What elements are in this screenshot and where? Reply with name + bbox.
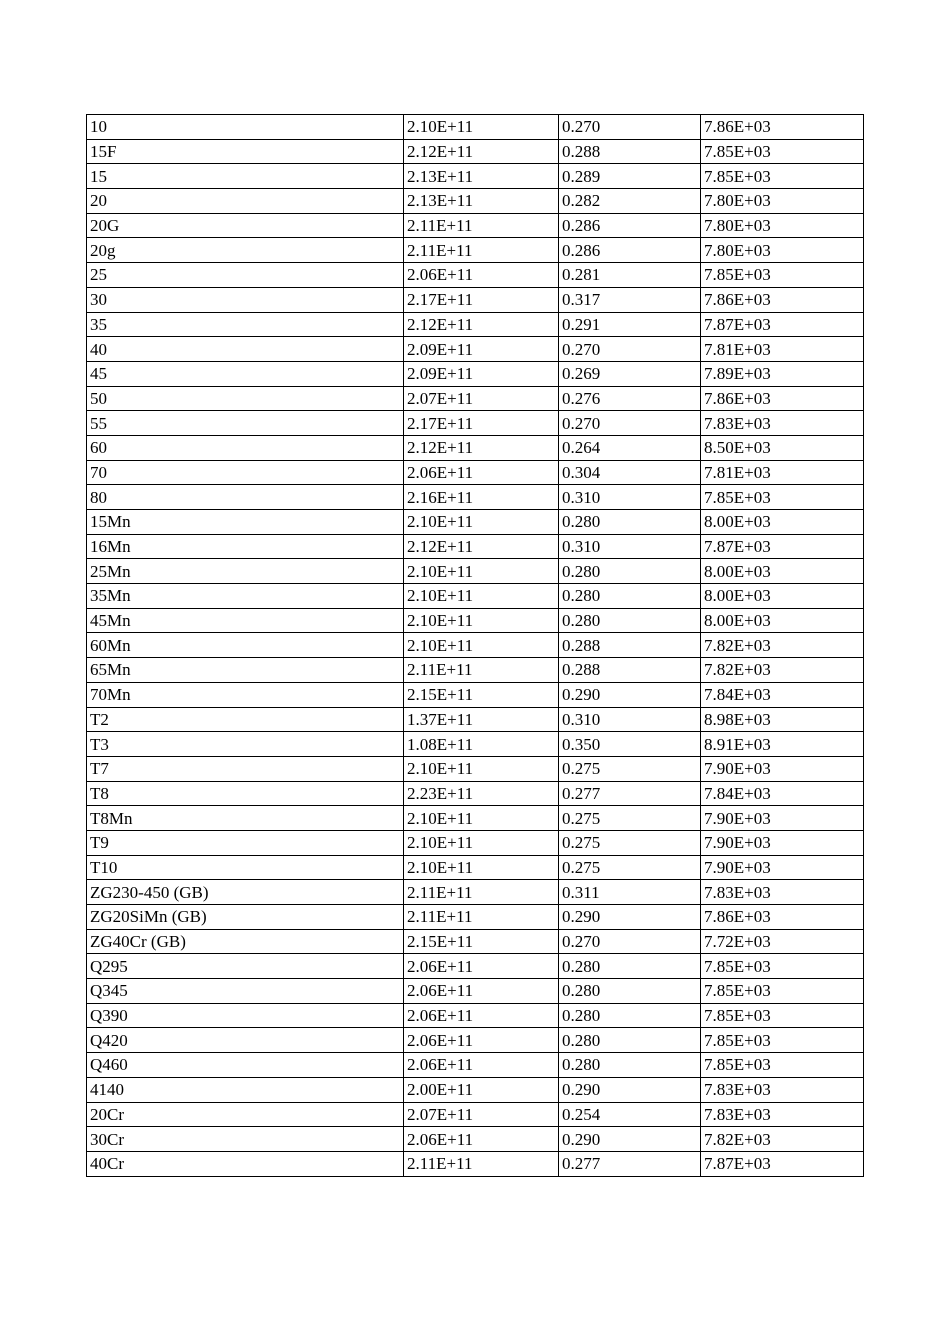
table-row <box>87 1028 864 1053</box>
poisson-ratio-cell: 0.290 <box>559 1127 701 1152</box>
elastic-modulus-cell: 2.06E+11 <box>404 1053 559 1078</box>
elastic-modulus-cell: 2.00E+11 <box>404 1077 559 1102</box>
poisson-ratio-cell: 0.286 <box>559 238 701 263</box>
material-grade-cell: Q295 <box>87 954 404 979</box>
poisson-ratio-cell: 0.280 <box>559 608 701 633</box>
density-cell: 7.89E+03 <box>701 361 864 386</box>
elastic-modulus-cell: 2.11E+11 <box>404 658 559 683</box>
elastic-modulus-cell: 2.06E+11 <box>404 954 559 979</box>
elastic-modulus-cell: 2.06E+11 <box>404 460 559 485</box>
elastic-modulus-cell: 2.17E+11 <box>404 411 559 436</box>
elastic-modulus-cell: 2.10E+11 <box>404 855 559 880</box>
poisson-ratio-cell: 0.280 <box>559 1003 701 1028</box>
density-cell: 8.50E+03 <box>701 435 864 460</box>
poisson-ratio-cell: 0.280 <box>559 954 701 979</box>
poisson-ratio-cell: 0.290 <box>559 905 701 930</box>
material-grade-cell: 45 <box>87 361 404 386</box>
density-cell: 7.85E+03 <box>701 1003 864 1028</box>
poisson-ratio-cell: 0.275 <box>559 855 701 880</box>
elastic-modulus-cell: 2.12E+11 <box>404 312 559 337</box>
table-row <box>87 1127 864 1152</box>
density-cell: 7.80E+03 <box>701 213 864 238</box>
poisson-ratio-cell: 0.281 <box>559 263 701 288</box>
table-row <box>87 608 864 633</box>
density-cell: 7.86E+03 <box>701 386 864 411</box>
elastic-modulus-cell: 1.08E+11 <box>404 732 559 757</box>
table-row <box>87 658 864 683</box>
density-cell: 7.82E+03 <box>701 1127 864 1152</box>
material-grade-cell: 70 <box>87 460 404 485</box>
elastic-modulus-cell: 2.07E+11 <box>404 386 559 411</box>
material-grade-cell: 80 <box>87 485 404 510</box>
table-row <box>87 386 864 411</box>
material-grade-cell: T3 <box>87 732 404 757</box>
poisson-ratio-cell: 0.254 <box>559 1102 701 1127</box>
elastic-modulus-cell: 2.11E+11 <box>404 880 559 905</box>
density-cell: 7.90E+03 <box>701 830 864 855</box>
material-grade-cell: 30Cr <box>87 1127 404 1152</box>
table-row <box>87 682 864 707</box>
density-cell: 7.90E+03 <box>701 756 864 781</box>
table-row <box>87 732 864 757</box>
table-row <box>87 139 864 164</box>
material-grade-cell: ZG40Cr (GB) <box>87 929 404 954</box>
density-cell: 8.00E+03 <box>701 559 864 584</box>
poisson-ratio-cell: 0.276 <box>559 386 701 411</box>
material-grade-cell: T8 <box>87 781 404 806</box>
elastic-modulus-cell: 2.10E+11 <box>404 510 559 535</box>
poisson-ratio-cell: 0.310 <box>559 707 701 732</box>
table-row <box>87 238 864 263</box>
material-grade-cell: 40Cr <box>87 1151 404 1176</box>
poisson-ratio-cell: 0.350 <box>559 732 701 757</box>
elastic-modulus-cell: 2.09E+11 <box>404 337 559 362</box>
density-cell: 8.98E+03 <box>701 707 864 732</box>
poisson-ratio-cell: 0.270 <box>559 929 701 954</box>
material-grade-cell: 30 <box>87 287 404 312</box>
elastic-modulus-cell: 2.06E+11 <box>404 1028 559 1053</box>
density-cell: 7.82E+03 <box>701 633 864 658</box>
material-grade-cell: ZG230-450 (GB) <box>87 880 404 905</box>
density-cell: 7.86E+03 <box>701 287 864 312</box>
poisson-ratio-cell: 0.282 <box>559 189 701 214</box>
table-row <box>87 584 864 609</box>
elastic-modulus-cell: 2.16E+11 <box>404 485 559 510</box>
density-cell: 8.00E+03 <box>701 608 864 633</box>
table-row <box>87 756 864 781</box>
elastic-modulus-cell: 2.10E+11 <box>404 559 559 584</box>
material-grade-cell: T7 <box>87 756 404 781</box>
elastic-modulus-cell: 2.06E+11 <box>404 1003 559 1028</box>
poisson-ratio-cell: 0.311 <box>559 880 701 905</box>
poisson-ratio-cell: 0.304 <box>559 460 701 485</box>
material-grade-cell: 55 <box>87 411 404 436</box>
elastic-modulus-cell: 2.13E+11 <box>404 164 559 189</box>
density-cell: 7.83E+03 <box>701 1077 864 1102</box>
density-cell: 7.90E+03 <box>701 855 864 880</box>
density-cell: 7.85E+03 <box>701 139 864 164</box>
table-row <box>87 485 864 510</box>
poisson-ratio-cell: 0.277 <box>559 781 701 806</box>
material-grade-cell: 15 <box>87 164 404 189</box>
material-grade-cell: 35 <box>87 312 404 337</box>
table-row <box>87 263 864 288</box>
elastic-modulus-cell: 2.17E+11 <box>404 287 559 312</box>
density-cell: 7.85E+03 <box>701 263 864 288</box>
poisson-ratio-cell: 0.280 <box>559 559 701 584</box>
material-grade-cell: 45Mn <box>87 608 404 633</box>
material-grade-cell: 25Mn <box>87 559 404 584</box>
density-cell: 7.83E+03 <box>701 1102 864 1127</box>
table-row <box>87 164 864 189</box>
material-grade-cell: 10 <box>87 115 404 140</box>
density-cell: 7.85E+03 <box>701 954 864 979</box>
density-cell: 8.91E+03 <box>701 732 864 757</box>
elastic-modulus-cell: 2.10E+11 <box>404 633 559 658</box>
table-row <box>87 979 864 1004</box>
poisson-ratio-cell: 0.275 <box>559 806 701 831</box>
density-cell: 7.87E+03 <box>701 534 864 559</box>
material-grade-cell: ZG20SiMn (GB) <box>87 905 404 930</box>
density-cell: 7.80E+03 <box>701 238 864 263</box>
table-row <box>87 213 864 238</box>
poisson-ratio-cell: 0.270 <box>559 337 701 362</box>
material-grade-cell: T10 <box>87 855 404 880</box>
poisson-ratio-cell: 0.280 <box>559 1028 701 1053</box>
material-grade-cell: 16Mn <box>87 534 404 559</box>
poisson-ratio-cell: 0.286 <box>559 213 701 238</box>
table-row <box>87 337 864 362</box>
poisson-ratio-cell: 0.280 <box>559 1053 701 1078</box>
elastic-modulus-cell: 2.06E+11 <box>404 263 559 288</box>
table-row <box>87 435 864 460</box>
table-row <box>87 781 864 806</box>
table-row <box>87 115 864 140</box>
poisson-ratio-cell: 0.317 <box>559 287 701 312</box>
elastic-modulus-cell: 2.12E+11 <box>404 534 559 559</box>
material-grade-cell: Q390 <box>87 1003 404 1028</box>
elastic-modulus-cell: 2.12E+11 <box>404 435 559 460</box>
material-grade-cell: 15F <box>87 139 404 164</box>
material-grade-cell: 65Mn <box>87 658 404 683</box>
density-cell: 7.87E+03 <box>701 312 864 337</box>
elastic-modulus-cell: 2.07E+11 <box>404 1102 559 1127</box>
table-row <box>87 954 864 979</box>
elastic-modulus-cell: 1.37E+11 <box>404 707 559 732</box>
table-row <box>87 905 864 930</box>
table-row <box>87 411 864 436</box>
density-cell: 7.87E+03 <box>701 1151 864 1176</box>
poisson-ratio-cell: 0.288 <box>559 633 701 658</box>
density-cell: 7.85E+03 <box>701 979 864 1004</box>
elastic-modulus-cell: 2.15E+11 <box>404 929 559 954</box>
material-grade-cell: 40 <box>87 337 404 362</box>
table-row <box>87 189 864 214</box>
table-row <box>87 830 864 855</box>
elastic-modulus-cell: 2.11E+11 <box>404 238 559 263</box>
material-grade-cell: 50 <box>87 386 404 411</box>
material-grade-cell: T8Mn <box>87 806 404 831</box>
density-cell: 7.80E+03 <box>701 189 864 214</box>
density-cell: 7.84E+03 <box>701 781 864 806</box>
poisson-ratio-cell: 0.290 <box>559 1077 701 1102</box>
table-row <box>87 929 864 954</box>
table-row <box>87 1077 864 1102</box>
density-cell: 7.81E+03 <box>701 337 864 362</box>
material-grade-cell: T2 <box>87 707 404 732</box>
elastic-modulus-cell: 2.11E+11 <box>404 213 559 238</box>
table-row <box>87 510 864 535</box>
elastic-modulus-cell: 2.13E+11 <box>404 189 559 214</box>
material-grade-cell: Q420 <box>87 1028 404 1053</box>
density-cell: 7.90E+03 <box>701 806 864 831</box>
table-row <box>87 855 864 880</box>
poisson-ratio-cell: 0.310 <box>559 534 701 559</box>
poisson-ratio-cell: 0.269 <box>559 361 701 386</box>
elastic-modulus-cell: 2.23E+11 <box>404 781 559 806</box>
poisson-ratio-cell: 0.288 <box>559 139 701 164</box>
poisson-ratio-cell: 0.288 <box>559 658 701 683</box>
poisson-ratio-cell: 0.280 <box>559 584 701 609</box>
elastic-modulus-cell: 2.10E+11 <box>404 756 559 781</box>
density-cell: 7.86E+03 <box>701 115 864 140</box>
elastic-modulus-cell: 2.12E+11 <box>404 139 559 164</box>
table-row <box>87 1102 864 1127</box>
elastic-modulus-cell: 2.06E+11 <box>404 1127 559 1152</box>
table-row <box>87 460 864 485</box>
density-cell: 7.86E+03 <box>701 905 864 930</box>
poisson-ratio-cell: 0.290 <box>559 682 701 707</box>
density-cell: 7.85E+03 <box>701 164 864 189</box>
table-row <box>87 287 864 312</box>
elastic-modulus-cell: 2.09E+11 <box>404 361 559 386</box>
poisson-ratio-cell: 0.291 <box>559 312 701 337</box>
table-row <box>87 559 864 584</box>
table-row <box>87 1053 864 1078</box>
material-grade-cell: 70Mn <box>87 682 404 707</box>
density-cell: 7.83E+03 <box>701 411 864 436</box>
table-row <box>87 880 864 905</box>
density-cell: 7.72E+03 <box>701 929 864 954</box>
table-row <box>87 806 864 831</box>
density-cell: 7.85E+03 <box>701 485 864 510</box>
materials-table-body <box>87 115 864 1177</box>
elastic-modulus-cell: 2.15E+11 <box>404 682 559 707</box>
table-row <box>87 361 864 386</box>
table-row <box>87 1151 864 1176</box>
material-grade-cell: Q345 <box>87 979 404 1004</box>
table-row <box>87 534 864 559</box>
material-grade-cell: 20Cr <box>87 1102 404 1127</box>
material-grade-cell: 4140 <box>87 1077 404 1102</box>
density-cell: 8.00E+03 <box>701 510 864 535</box>
table-row <box>87 633 864 658</box>
poisson-ratio-cell: 0.280 <box>559 510 701 535</box>
table-row <box>87 1003 864 1028</box>
density-cell: 8.00E+03 <box>701 584 864 609</box>
density-cell: 7.85E+03 <box>701 1028 864 1053</box>
material-grade-cell: 20 <box>87 189 404 214</box>
poisson-ratio-cell: 0.275 <box>559 756 701 781</box>
material-grade-cell: Q460 <box>87 1053 404 1078</box>
material-grade-cell: 20G <box>87 213 404 238</box>
elastic-modulus-cell: 2.06E+11 <box>404 979 559 1004</box>
density-cell: 7.81E+03 <box>701 460 864 485</box>
density-cell: 7.82E+03 <box>701 658 864 683</box>
material-grade-cell: 35Mn <box>87 584 404 609</box>
poisson-ratio-cell: 0.270 <box>559 115 701 140</box>
density-cell: 7.84E+03 <box>701 682 864 707</box>
material-grade-cell: 15Mn <box>87 510 404 535</box>
elastic-modulus-cell: 2.10E+11 <box>404 115 559 140</box>
elastic-modulus-cell: 2.10E+11 <box>404 806 559 831</box>
elastic-modulus-cell: 2.10E+11 <box>404 584 559 609</box>
material-grade-cell: 60Mn <box>87 633 404 658</box>
material-grade-cell: 20g <box>87 238 404 263</box>
poisson-ratio-cell: 0.280 <box>559 979 701 1004</box>
density-cell: 7.83E+03 <box>701 880 864 905</box>
poisson-ratio-cell: 0.270 <box>559 411 701 436</box>
elastic-modulus-cell: 2.11E+11 <box>404 905 559 930</box>
materials-table <box>86 114 864 1177</box>
poisson-ratio-cell: 0.275 <box>559 830 701 855</box>
poisson-ratio-cell: 0.264 <box>559 435 701 460</box>
poisson-ratio-cell: 0.277 <box>559 1151 701 1176</box>
elastic-modulus-cell: 2.11E+11 <box>404 1151 559 1176</box>
table-row <box>87 707 864 732</box>
elastic-modulus-cell: 2.10E+11 <box>404 608 559 633</box>
table-row <box>87 312 864 337</box>
elastic-modulus-cell: 2.10E+11 <box>404 830 559 855</box>
poisson-ratio-cell: 0.289 <box>559 164 701 189</box>
material-grade-cell: 60 <box>87 435 404 460</box>
material-grade-cell: T9 <box>87 830 404 855</box>
density-cell: 7.85E+03 <box>701 1053 864 1078</box>
material-grade-cell: 25 <box>87 263 404 288</box>
poisson-ratio-cell: 0.310 <box>559 485 701 510</box>
